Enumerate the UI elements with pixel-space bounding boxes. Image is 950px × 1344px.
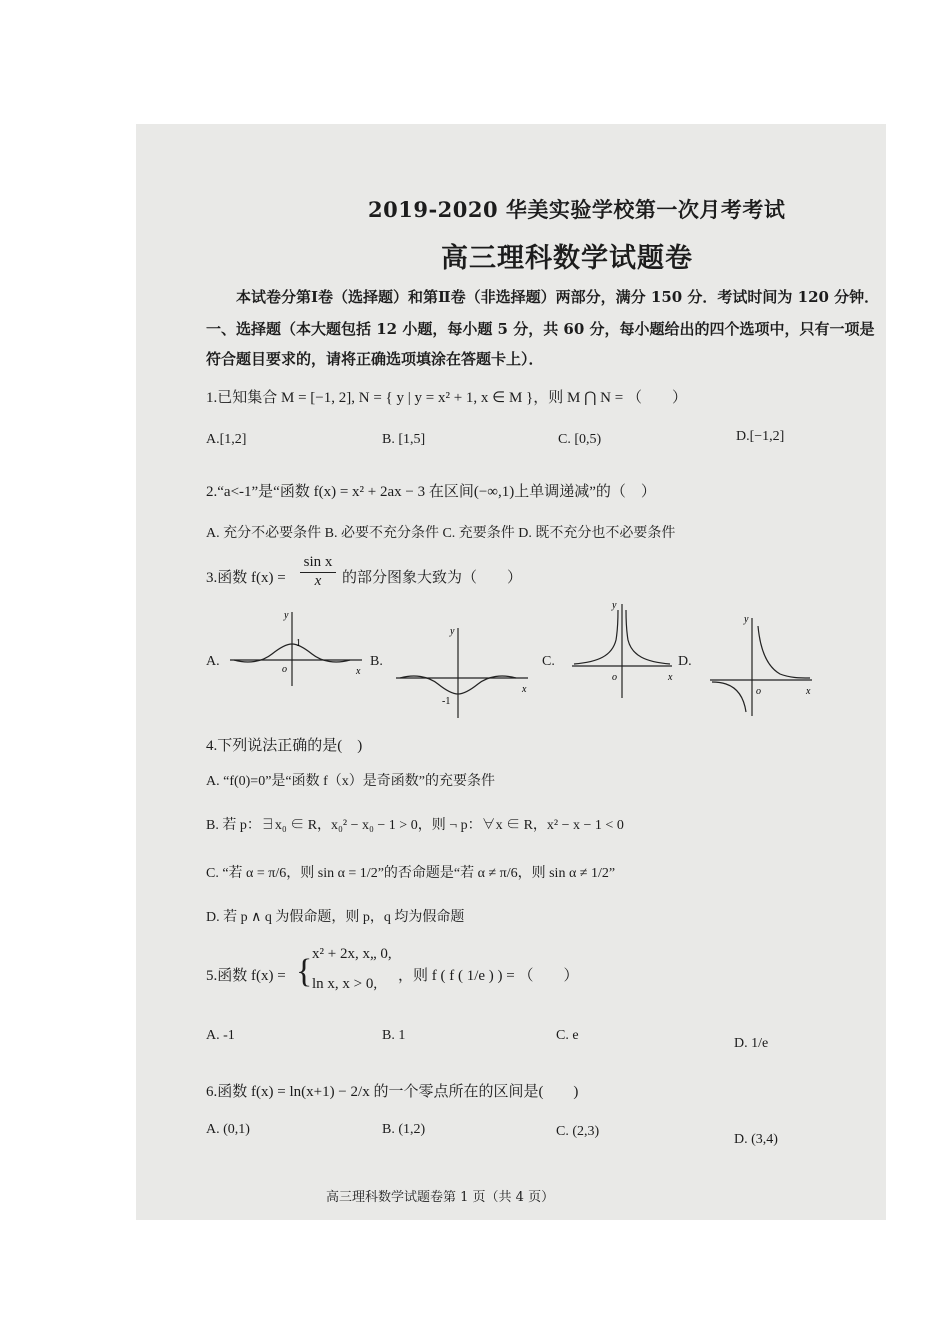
exam-page: [136, 124, 886, 1220]
question-1-option-a: A.[1,2]: [206, 432, 247, 447]
exam-title: 2019-2020 华美实验学校第一次月考考试: [368, 197, 786, 222]
graph-d-y-label: y: [744, 614, 749, 625]
graph-b-y-label: y: [450, 626, 455, 637]
section-heading-line1: 一、选择题（本大题包括 12 小题，每小题 5 分，共 60 分，每小题给出的四个选项中，只有一项是: [206, 320, 875, 338]
question-5-stem-suffix: ，则 f ( f ( 1/e ) ) = （ ）: [398, 968, 579, 984]
fraction-numerator: sin x: [300, 554, 336, 573]
graph-b-tick: -1: [442, 696, 451, 707]
question-1-option-c: C. [0,5): [558, 432, 602, 447]
question-6-option-d: D. (3,4): [734, 1132, 778, 1147]
graph-b: [394, 620, 534, 720]
fraction-denominator: x: [314, 573, 322, 589]
graph-d-label: D.: [678, 654, 692, 669]
question-6-option-b: B. (1,2): [382, 1122, 426, 1137]
graph-a-y-label: y: [284, 610, 289, 621]
graph-c-label: C.: [542, 654, 555, 669]
question-4-stem: 4.下列说法正确的是( ): [206, 738, 363, 754]
graph-b-label: B.: [370, 654, 383, 669]
graph-d-x-label: x: [806, 686, 811, 697]
question-1-option-b: B. [1,5]: [382, 432, 426, 447]
section-heading-line2: 符合题目要求的，请将正确选项填涂在答题卡上）．: [206, 350, 544, 368]
graph-a-tick: 1: [296, 638, 301, 649]
graph-c-x-label: x: [668, 672, 673, 683]
question-1-option-d: D.[−1,2]: [736, 429, 785, 444]
graph-a-x-label: x: [356, 666, 361, 677]
question-6-option-a: A. (0,1): [206, 1122, 250, 1137]
graph-d: [706, 612, 818, 718]
question-4-option-a: A. “f(0)=0”是“函数 f（x）是奇函数”的充要条件: [206, 774, 496, 789]
question-2-stem: 2.“a<-1”是“函数 f(x) = x² + 2ax − 3 在区间(−∞,1)上单调递减”的（ ）: [206, 484, 656, 500]
graph-c-y-label: y: [612, 600, 617, 611]
exam-intro: 本试卷分第Ⅰ卷（选择题）和第Ⅱ卷（非选择题）两部分，满分 150 分．考试时间为 120 分钟．: [236, 288, 880, 306]
question-3-stem-suffix: 的部分图象大致为（ ）: [342, 570, 523, 586]
question-5-option-d: D. 1/e: [734, 1036, 769, 1051]
graph-b-x-label: x: [522, 684, 527, 695]
question-5-stem-prefix: 5.函数 f(x) =: [206, 968, 286, 984]
question-5-option-c: C. e: [556, 1028, 579, 1043]
question-5-case-1: x² + 2x, x„ 0,: [312, 946, 392, 962]
graph-a-origin: o: [282, 664, 287, 675]
question-5-option-b: B. 1: [382, 1028, 406, 1043]
question-6-option-c: C. (2,3): [556, 1124, 600, 1139]
brace: {: [296, 953, 313, 990]
question-4-option-b: B. 若 p：∃x₀ ∈ R，x₀² − x₀ − 1 > 0，则 ¬ p：∀x ∈ R，x² − x − 1 < 0: [206, 818, 624, 833]
graph-a: [228, 608, 368, 688]
question-3-stem-prefix: 3.函数 f(x) =: [206, 570, 286, 586]
graph-c-origin: o: [612, 672, 617, 683]
exam-subtitle: 高三理科数学试题卷: [441, 243, 693, 274]
question-3-fraction: [300, 554, 336, 590]
question-6-stem: 6.函数 f(x) = ln(x+1) − 2/x 的一个零点所在的区间是( ): [206, 1084, 579, 1100]
graph-d-origin: o: [756, 686, 761, 697]
question-5-option-a: A. -1: [206, 1028, 235, 1043]
question-4-option-d: D. 若 p ∧ q 为假命题，则 p，q 均为假命题: [206, 910, 465, 925]
question-5-case-2: ln x, x > 0,: [312, 976, 378, 992]
question-1-stem: 1.已知集合 M = [−1, 2], N = { y | y = x² + 1, x ∈ M }，则 M ⋂ N = （ ）: [206, 390, 687, 406]
question-2-options: A. 充分不必要条件 B. 必要不充分条件 C. 充要条件 D. 既不充分也不必要条件: [206, 526, 676, 541]
graph-a-label: A.: [206, 654, 220, 669]
page-footer: 高三理科数学试题卷第 1 页（共 4 页）: [326, 1190, 555, 1205]
graph-c: [568, 600, 678, 700]
question-4-option-c: C. “若 α = π/6，则 sin α = 1/2”的否命题是“若 α ≠ π/6，则 sin α ≠ 1/2”: [206, 866, 616, 881]
